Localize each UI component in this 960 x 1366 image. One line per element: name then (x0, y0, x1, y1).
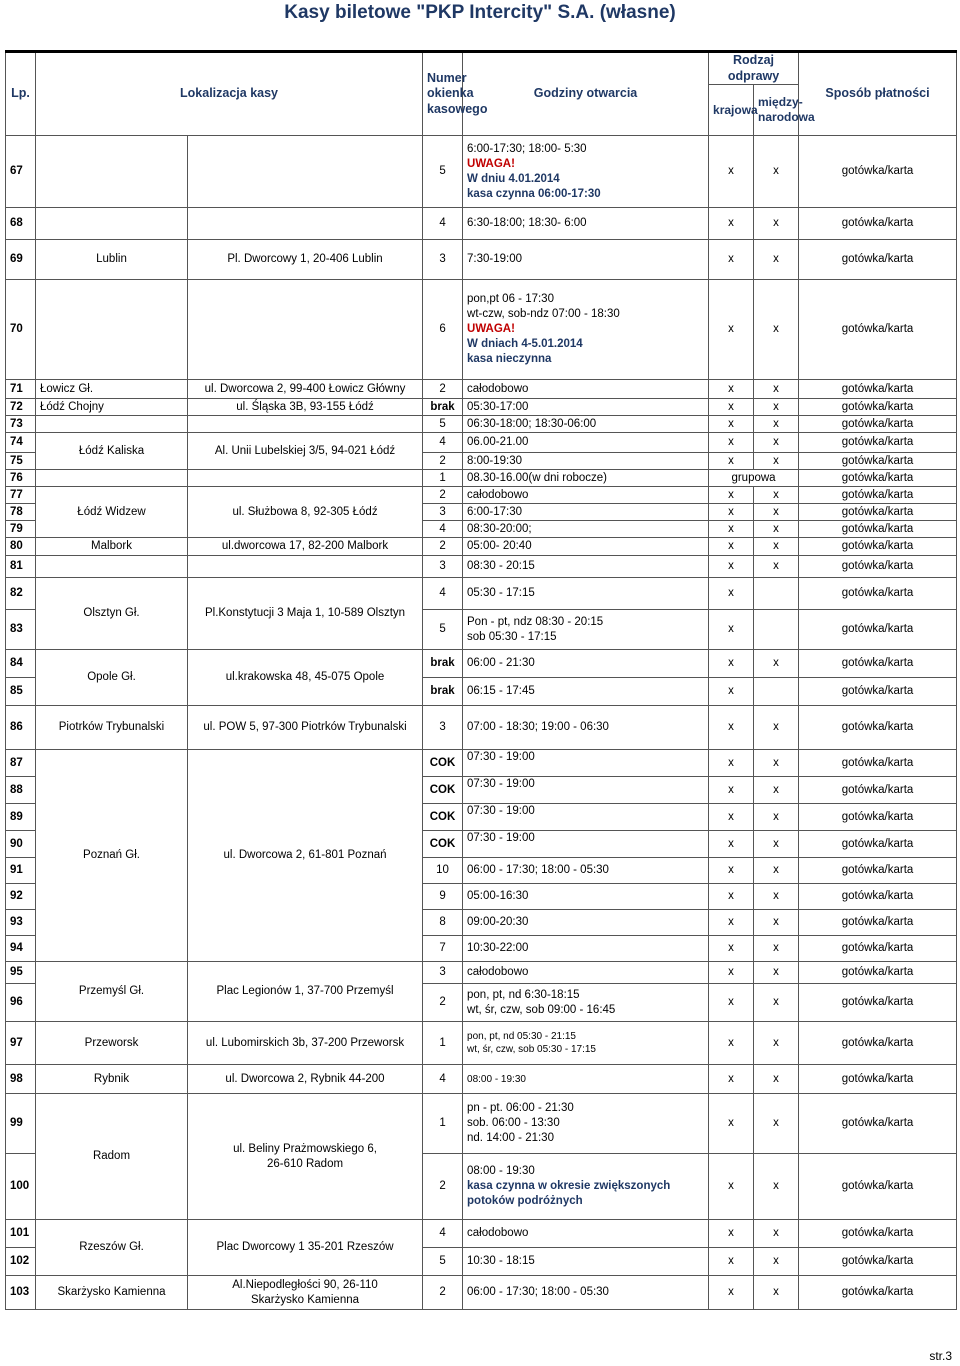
table-row: 68 4 6:30-18:00; 18:30- 6:00 x x gotówka/karta (6, 208, 957, 240)
table-row: 100 2 08:00 - 19:30 kasa czynna w okresie zwiększonych potoków podróżnych x x gotówka/karta (6, 1154, 957, 1220)
header-international: między- narodowa (754, 85, 799, 136)
table-row: 102 5 10:30 - 18:15 x x gotówka/karta (6, 1248, 957, 1276)
table-row: 95 Przemyśl Gł. Plac Legionów 1, 37-700 Przemyśl 3 całodobowo x x gotówka/karta (6, 962, 957, 984)
header-lp: Lp. (6, 52, 36, 136)
table-row: 98 Rybnik ul. Dworcowa 2, Rybnik 44-200 4 08:00 - 19:30 x x gotówka/karta (6, 1065, 957, 1094)
table-row: 67 5 6:00-17:30; 18:00- 5:30 UWAGA! W dniu 4.01.2014 kasa czynna 06:00-17:30 x x gotówka/karta (6, 136, 957, 208)
table-row: 76 1 08.30-16.00(w dni robocze) grupowa gotówka/karta (6, 470, 957, 487)
table-row: 75 2 8:00-19:30 x x gotówka/karta (6, 453, 957, 470)
table-row: 72 Łódź Chojny ul. Śląska 3B, 93-155 Łódź brak 05:30-17:00 x x gotówka/karta (6, 399, 957, 416)
table-row: 74 Łódź Kaliska Al. Unii Lubelskiej 3/5, 94-021 Łódź 4 06.00-21.00 x x gotówka/karta (6, 433, 957, 453)
table-row: 101 Rzeszów Gł. Plac Dworcowy 1 35-201 Rzeszów 4 całodobowo x x gotówka/karta (6, 1220, 957, 1248)
table-row: 70 6 pon,pt 06 - 17:30 wt-czw, sob-ndz 07:00 - 18:30 UWAGA! W dniach 4-5.01.2014 kasa nieczynna x x gotówka/karta (6, 280, 957, 380)
header-domestic: krajowa (709, 85, 754, 136)
table-row: 73 5 06:30-18:00; 18:30-06:00 x x gotówka/karta (6, 416, 957, 433)
table-row: 79 4 08:30-20:00; x x gotówka/karta (6, 521, 957, 538)
table-row: 88 COK 07:30 - 19:00 x x gotówka/karta (6, 777, 957, 804)
table-row: 77 Łódź Widzew ul. Służbowa 8, 92-305 Łódź 2 całodobowo x x gotówka/karta (6, 487, 957, 504)
ticket-office-table (5, 50, 957, 1310)
table-row: 69 Lublin Pl. Dworcowy 1, 20-406 Lublin 3 7:30-19:00 x x gotówka/karta (6, 240, 957, 280)
page-title: Kasy biletowe "PKP Intercity" S.A. (własne) (284, 2, 676, 23)
table-row: 84 Opole Gł. ul.krakowska 48, 45-075 Opole brak 06:00 - 21:30 x x gotówka/karta (6, 650, 957, 678)
table-row: 82 Olsztyn Gł. Pl.Konstytucji 3 Maja 1, 10-589 Olsztyn 4 05:30 - 17:15 x gotówka/karta (6, 578, 957, 610)
header-window-number: Numer okienka kasowego (423, 52, 463, 136)
table-row: 78 3 6:00-17:30 x x gotówka/karta (6, 504, 957, 521)
header-opening-hours: Godziny otwarcia (463, 52, 709, 136)
header-service-type: Rodzaj odprawy (709, 52, 799, 85)
table-header-row (6, 52, 957, 85)
header-payment: Sposób płatności (799, 52, 957, 136)
table-row: 103 Skarżysko Kamienna Al.Niepodległości 90, 26-110 Skarżysko Kamienna 2 06:00 - 17:30; 18:00 - 05:30 x x gotówka/karta (6, 1276, 957, 1310)
table-row: 96 2 pon, pt, nd 6:30-18:15 wt, śr, czw, sob 09:00 - 16:45 x x gotówka/karta (6, 984, 957, 1022)
table-row: 87 Poznań Gł. ul. Dworcowa 2, 61-801 Poznań COK 07:30 - 19:00 x x gotówka/karta (6, 750, 957, 777)
page-number: str.3 (929, 1349, 952, 1363)
table-row: 85 brak 06:15 - 17:45 x gotówka/karta (6, 678, 957, 706)
table-row: 90 COK 07:30 - 19:00 x x gotówka/karta (6, 831, 957, 858)
table-row: 89 COK 07:30 - 19:00 x x gotówka/karta (6, 804, 957, 831)
table-row: 80 Malbork ul.dworcowa 17, 82-200 Malbork 2 05:00- 20:40 x x gotówka/karta (6, 538, 957, 556)
table-row: 86 Piotrków Trybunalski ul. POW 5, 97-300 Piotrków Trybunalski 3 07:00 - 18:30; 19:00 - 06:30 x x gotówka/karta (6, 706, 957, 750)
table-row: 99 Radom ul. Beliny Prażmowskiego 6, 26-610 Radom 1 pn - pt. 06:00 - 21:30 sob. 06:00 - 13:30 nd. 14:00 - 21:30 x x gotówka/karta (6, 1094, 957, 1154)
table-row: 97 Przeworsk ul. Lubomirskich 3b, 37-200 Przeworsk 1 pon, pt, nd 05:30 - 21:15 wt, śr, czw, sob 05:30 - 17:15 x x gotówka/karta (6, 1022, 957, 1065)
table-row: 83 5 Pon - pt, ndz 08:30 - 20:15 sob 05:30 - 17:15 x gotówka/karta (6, 610, 957, 650)
table-row: 94 7 10:30-22:00 x x gotówka/karta (6, 936, 957, 962)
table-row: 71 Łowicz Gł. ul. Dworcowa 2, 99-400 Łowicz Główny 2 całodobowo x x gotówka/karta (6, 380, 957, 399)
table-row: 92 9 05:00-16:30 x x gotówka/karta (6, 884, 957, 910)
table-row: 81 3 08:30 - 20:15 x x gotówka/karta (6, 556, 957, 578)
table-row: 93 8 09:00-20:30 x x gotówka/karta (6, 910, 957, 936)
table-row: 91 10 06:00 - 17:30; 18:00 - 05:30 x x gotówka/karta (6, 858, 957, 884)
header-location: Lokalizacja kasy (36, 52, 423, 136)
